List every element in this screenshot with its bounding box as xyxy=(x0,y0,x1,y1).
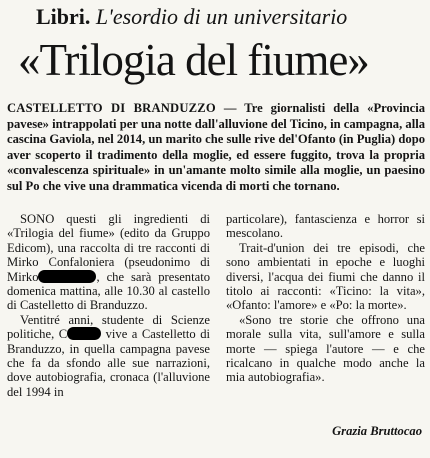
body-paragraph: «Sono tre storie che offrono una morale sulla vita, sull'amore e sulla morte — spiega l'autore — e che ricalcano in qualche modo anche la mia autobiografia». xyxy=(226,312,425,385)
body-paragraph xyxy=(7,212,210,313)
kicker-line xyxy=(36,4,426,30)
body-column-right xyxy=(226,212,425,385)
headline: «Trilogia del fiume» xyxy=(18,35,369,85)
redaction-mark xyxy=(38,270,96,283)
body-column-left xyxy=(7,212,210,399)
dateline: CASTELLETTO DI BRANDUZZO xyxy=(7,101,216,115)
lead-text: — Tre giornalisti della «Provincia pavese» intrappolati per una notte dall'alluvione del Ticino, in campagna, alla cascina Gaviola, nel 2014, un marito che sulle rive del'Ofanto (in Puglia) dopo aver scoperto il tradimento della moglie, ed essere fuggito, trova la propria «convalescenza spirituale» in un'amante molto simile alla moglie, un paesino sul Po che vive una drammatica vicenda di morti che tornano. xyxy=(7,101,425,193)
kicker-subtitle: L'esordio di un universitario xyxy=(95,4,348,29)
section-label: Libri. xyxy=(36,4,91,29)
body-paragraph: Trait-d'union dei tre episodi, che sono ambientati in epoche e luoghi diversi, l'acqua dei fiumi che danno il titolo ai racconti: «Ticino: la vita», «Ofanto: l'amore» e «Po: la morte». xyxy=(226,240,425,313)
redaction-mark xyxy=(67,327,101,340)
body-text: , che sarà presentato domenica mattina, alle 10.30 al castello di Castelletto di Branduzzo. xyxy=(7,269,210,313)
byline: Grazia Bruttocao xyxy=(332,424,422,438)
body-text: SONO questi gli ingredienti di «Trilogia del fiume» (edito da Gruppo Edicom), una raccolta di tre racconti di Mirko Confaloniera (pseudonimo di Mirko xyxy=(7,212,210,284)
lead-paragraph xyxy=(7,101,425,194)
body-text: vive a Castelletto di Branduzzo, in quella campagna pavese che fa da sfondo alle sue narrazioni, dove autobiografia, cronaca (l'alluvione del 1994 in xyxy=(7,327,210,399)
body-paragraph: particolare), fantascienza e horror si mescolano. xyxy=(226,212,425,241)
body-paragraph xyxy=(7,313,210,399)
body-text: Ventitré anni, studente di Scienze politiche, C xyxy=(7,312,210,342)
